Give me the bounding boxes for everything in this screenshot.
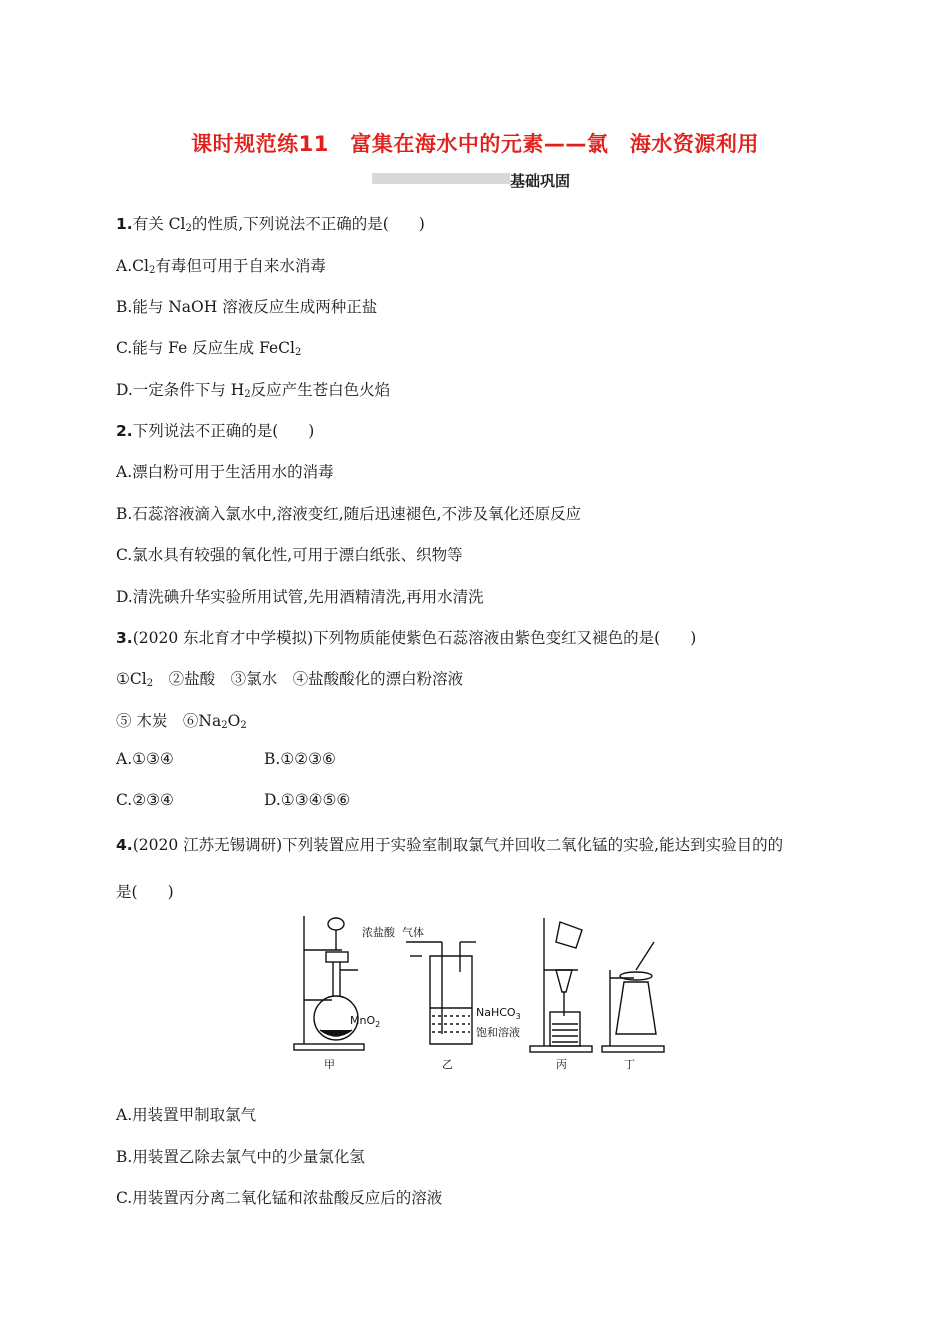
apparatus-diagram xyxy=(290,912,670,1072)
section-label: 基础巩固 xyxy=(510,172,571,190)
question-number: 4. xyxy=(116,836,133,854)
option-b: B.①②③⑥ xyxy=(264,750,336,768)
option-b: B.能与 NaOH 溶液反应生成两种正盐 xyxy=(116,298,378,316)
option-d: D.一定条件下与 $H_2$反应产生苍白色火焰 xyxy=(116,381,391,400)
option-a: $A.Cl_2$有毒但可用于自来水消毒 xyxy=(116,257,326,276)
option-row-cd xyxy=(116,791,351,809)
option-a: A.①③④ xyxy=(116,750,174,768)
question-1-stem: 1.有关 $Cl_2$的性质,下列说法不正确的是( ) xyxy=(116,215,425,234)
label-bing: 丙 xyxy=(556,1058,567,1071)
question-4-stem-cont: 是( ) xyxy=(116,883,174,901)
question-3-items-1: $①Cl_2$ ②盐酸 ③氯水 ④盐酸酸化的漂白粉溶液 xyxy=(116,670,464,689)
question-4-stem: 4.(2020 江苏无锡调研)下列装置应用于实验室制取氯气并回收二氧化锰的实验,能达到实验目的的 xyxy=(116,836,784,854)
option-row-ab xyxy=(116,750,336,768)
jia-base xyxy=(294,1044,364,1050)
question-2-stem: 2.下列说法不正确的是( ) xyxy=(116,422,315,440)
question-3-items-2: ⑤ 木炭 $⑥Na_2O_2$ xyxy=(116,712,247,731)
question-number: 1. xyxy=(116,215,133,233)
ding-dish xyxy=(620,972,652,980)
question-number: 2. xyxy=(116,422,133,440)
label-gas: 气体 xyxy=(402,926,424,939)
bing-beaker xyxy=(550,1012,580,1046)
ding-rod xyxy=(636,942,654,970)
jia-funnel xyxy=(328,918,344,930)
option-c: C.氯水具有较强的氧化性,可用于漂白纸张、织物等 xyxy=(116,546,463,564)
page-title: 课时规范练11 富集在海水中的元素——氯 海水资源利用 xyxy=(191,132,759,156)
label-ding: 丁 xyxy=(624,1058,635,1071)
option-d: D.清洗碘升华实验所用试管,先用酒精清洗,再用水清洗 xyxy=(116,588,484,606)
label-nahco3: NaHCO$_3$ xyxy=(476,1006,521,1021)
question-number: 3. xyxy=(116,629,133,647)
option-a: A.用装置甲制取氯气 xyxy=(116,1106,257,1124)
option-d: D.①③④⑤⑥ xyxy=(264,791,351,809)
option-b: B.用装置乙除去氯气中的少量氯化氢 xyxy=(116,1148,365,1166)
option-c: C.能与 Fe 反应生成 FeCl$_2$ xyxy=(116,339,302,358)
bing-base xyxy=(530,1046,592,1052)
ding-base xyxy=(602,1046,664,1052)
label-saturated: 饱和溶液 xyxy=(476,1026,520,1039)
bing-funnel xyxy=(556,970,572,992)
label-yi: 乙 xyxy=(442,1058,453,1071)
apparatus-figure xyxy=(290,912,670,1072)
yi-bottle xyxy=(430,956,472,1044)
label-hcl: 浓盐酸 xyxy=(362,926,395,939)
label-mno2: MnO$_2$ xyxy=(350,1014,381,1029)
option-a: A.漂白粉可用于生活用水的消毒 xyxy=(116,463,334,481)
section-bar xyxy=(372,173,510,184)
ding-lamp xyxy=(616,982,656,1034)
question-3-stem: 3.(2020 东北育才中学模拟)下列物质能使紫色石蕊溶液由紫色变红又褪色的是( ) xyxy=(116,629,697,647)
option-c: C.②③④ xyxy=(116,791,174,809)
option-b: B.石蕊溶液滴入氯水中,溶液变红,随后迅速褪色,不涉及氧化还原反应 xyxy=(116,505,582,523)
option-c: C.用装置丙分离二氧化锰和浓盐酸反应后的溶液 xyxy=(116,1189,443,1207)
label-jia: 甲 xyxy=(324,1058,335,1071)
